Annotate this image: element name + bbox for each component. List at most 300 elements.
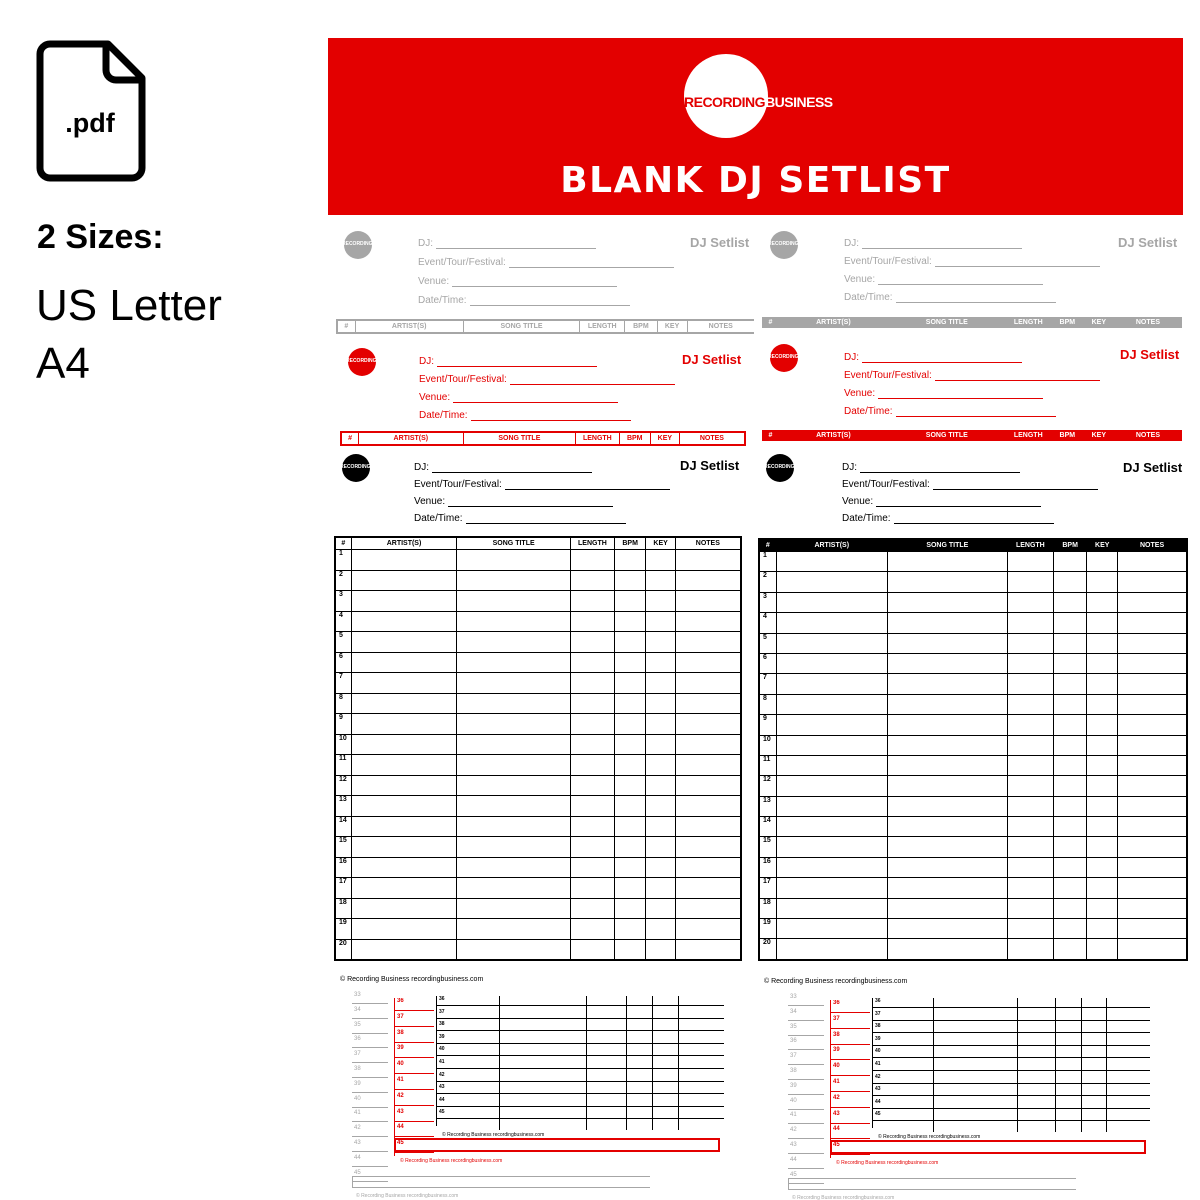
table-cell[interactable] bbox=[614, 837, 646, 858]
table-cell[interactable] bbox=[1118, 919, 1187, 939]
table-cell[interactable] bbox=[1053, 939, 1086, 960]
table-cell[interactable] bbox=[776, 552, 887, 572]
table-cell[interactable] bbox=[1007, 755, 1053, 775]
table-cell[interactable] bbox=[776, 796, 887, 816]
table-cell[interactable] bbox=[351, 632, 457, 653]
table-cell[interactable] bbox=[776, 735, 887, 755]
table-cell[interactable] bbox=[457, 734, 571, 755]
table-cell[interactable] bbox=[675, 898, 741, 919]
table-cell[interactable] bbox=[1087, 613, 1118, 633]
table-cell[interactable] bbox=[776, 572, 887, 592]
form-field-line[interactable] bbox=[935, 371, 1100, 381]
table-cell[interactable] bbox=[646, 857, 675, 878]
table-cell[interactable] bbox=[614, 734, 646, 755]
table-cell[interactable] bbox=[1053, 653, 1086, 673]
table-cell[interactable] bbox=[1007, 735, 1053, 755]
table-cell[interactable] bbox=[887, 796, 1007, 816]
form-field-line[interactable] bbox=[448, 497, 613, 507]
table-cell[interactable] bbox=[646, 898, 675, 919]
table-cell[interactable] bbox=[887, 653, 1007, 673]
table-cell[interactable] bbox=[570, 816, 614, 837]
table-row bbox=[335, 611, 741, 632]
table-cell[interactable] bbox=[1118, 572, 1187, 592]
table-cell[interactable] bbox=[887, 755, 1007, 775]
table-cell[interactable] bbox=[457, 632, 571, 653]
table-cell[interactable] bbox=[614, 775, 646, 796]
table-cell[interactable] bbox=[1087, 633, 1118, 653]
table-cell[interactable] bbox=[1118, 613, 1187, 633]
table-cell[interactable] bbox=[351, 878, 457, 899]
table-cell[interactable] bbox=[776, 674, 887, 694]
form-field-line[interactable] bbox=[453, 393, 618, 403]
table-cell[interactable] bbox=[646, 652, 675, 673]
form-field-line[interactable] bbox=[860, 463, 1020, 473]
table-cell[interactable] bbox=[351, 550, 457, 571]
table-cell[interactable] bbox=[614, 898, 646, 919]
form-field-2[interactable] bbox=[418, 276, 617, 287]
form-field-line[interactable] bbox=[894, 514, 1054, 524]
table-cell[interactable] bbox=[1053, 776, 1086, 796]
form-field-line[interactable] bbox=[878, 389, 1043, 399]
table-cell[interactable] bbox=[570, 878, 614, 899]
table-cell[interactable] bbox=[1007, 715, 1053, 735]
table-cell[interactable] bbox=[570, 652, 614, 673]
table-cell[interactable] bbox=[887, 776, 1007, 796]
table-cell[interactable] bbox=[675, 796, 741, 817]
table-cell[interactable] bbox=[1118, 796, 1187, 816]
table-cell[interactable] bbox=[1087, 817, 1118, 837]
form-field-line[interactable] bbox=[896, 293, 1056, 303]
table-cell[interactable] bbox=[1118, 694, 1187, 714]
table-cell[interactable] bbox=[887, 552, 1007, 572]
table-cell[interactable] bbox=[1053, 694, 1086, 714]
table-cell[interactable] bbox=[646, 837, 675, 858]
table-cell[interactable] bbox=[675, 550, 741, 571]
table-cell[interactable] bbox=[1118, 898, 1187, 918]
table-cell[interactable] bbox=[570, 570, 614, 591]
table-cell[interactable] bbox=[675, 939, 741, 960]
table-cell[interactable] bbox=[675, 673, 741, 694]
table-cell[interactable] bbox=[675, 857, 741, 878]
form-field-2[interactable] bbox=[842, 496, 1041, 507]
table-cell[interactable] bbox=[1087, 939, 1118, 960]
table-cell[interactable] bbox=[457, 714, 571, 735]
table-cell[interactable] bbox=[1118, 939, 1187, 960]
form-field-label: DJ: bbox=[844, 352, 859, 363]
table-cell[interactable] bbox=[675, 591, 741, 612]
table-cell[interactable] bbox=[570, 714, 614, 735]
table-cell[interactable] bbox=[646, 591, 675, 612]
table-cell[interactable] bbox=[457, 939, 571, 960]
table-cell[interactable] bbox=[887, 857, 1007, 877]
table-cell[interactable] bbox=[570, 673, 614, 694]
table-cell[interactable] bbox=[1087, 796, 1118, 816]
table-row bbox=[759, 613, 1187, 633]
table-cell[interactable] bbox=[1118, 857, 1187, 877]
table-cell[interactable] bbox=[457, 796, 571, 817]
table-cell[interactable] bbox=[614, 919, 646, 940]
table-cell[interactable] bbox=[351, 898, 457, 919]
table-cell[interactable] bbox=[457, 673, 571, 694]
table-cell[interactable] bbox=[1053, 898, 1086, 918]
column-header-0: # bbox=[759, 539, 776, 552]
table-cell[interactable] bbox=[887, 572, 1007, 592]
table-cell[interactable] bbox=[1053, 837, 1086, 857]
table-cell[interactable] bbox=[351, 693, 457, 714]
form-field-0[interactable] bbox=[844, 352, 1022, 363]
table-cell[interactable] bbox=[646, 755, 675, 776]
form-field-0[interactable] bbox=[419, 356, 597, 367]
form-field-line[interactable] bbox=[466, 514, 626, 524]
table-cell[interactable] bbox=[776, 613, 887, 633]
row-number: 41 bbox=[790, 1112, 797, 1119]
table-cell[interactable] bbox=[351, 570, 457, 591]
table-cell[interactable] bbox=[570, 837, 614, 858]
table-cell[interactable] bbox=[675, 632, 741, 653]
table-cell[interactable] bbox=[457, 816, 571, 837]
table-cell[interactable] bbox=[1053, 796, 1086, 816]
form-field-line[interactable] bbox=[509, 258, 674, 268]
table-cell[interactable] bbox=[1007, 776, 1053, 796]
table-cell[interactable] bbox=[1007, 674, 1053, 694]
table-cell[interactable] bbox=[675, 775, 741, 796]
table-cell[interactable] bbox=[351, 714, 457, 735]
table-cell[interactable] bbox=[646, 878, 675, 899]
table-cell[interactable] bbox=[1053, 674, 1086, 694]
table-cell[interactable] bbox=[614, 714, 646, 735]
table-cell[interactable] bbox=[1007, 613, 1053, 633]
table-cell[interactable] bbox=[1007, 837, 1053, 857]
table-cell[interactable] bbox=[1053, 755, 1086, 775]
table-cell[interactable] bbox=[1118, 592, 1187, 612]
form-field-3[interactable] bbox=[844, 292, 1056, 303]
table-cell[interactable] bbox=[675, 570, 741, 591]
table-cell[interactable] bbox=[351, 796, 457, 817]
table-cell[interactable] bbox=[457, 755, 571, 776]
table-cell[interactable] bbox=[457, 878, 571, 899]
table-cell[interactable] bbox=[776, 939, 887, 960]
table-cell[interactable] bbox=[351, 939, 457, 960]
table-cell[interactable] bbox=[675, 714, 741, 735]
table-cell[interactable] bbox=[646, 611, 675, 632]
table-cell[interactable] bbox=[1087, 837, 1118, 857]
table-cell[interactable] bbox=[1007, 633, 1053, 653]
table-cell[interactable] bbox=[776, 837, 887, 857]
table-cell[interactable] bbox=[1007, 694, 1053, 714]
table-cell[interactable] bbox=[614, 939, 646, 960]
form-field-1[interactable] bbox=[419, 374, 675, 385]
form-field-line[interactable] bbox=[470, 296, 630, 306]
table-cell[interactable] bbox=[887, 735, 1007, 755]
form-field-1[interactable] bbox=[844, 370, 1100, 381]
form-field-2[interactable] bbox=[844, 388, 1043, 399]
column-divider bbox=[586, 996, 587, 1130]
form-field-line[interactable] bbox=[510, 375, 675, 385]
form-field-line[interactable] bbox=[862, 239, 1022, 249]
table-cell[interactable] bbox=[614, 632, 646, 653]
table-cell[interactable] bbox=[887, 939, 1007, 960]
table-cell[interactable] bbox=[776, 633, 887, 653]
table-cell[interactable] bbox=[1118, 674, 1187, 694]
table-cell[interactable] bbox=[570, 775, 614, 796]
table-cell[interactable] bbox=[570, 857, 614, 878]
table-cell[interactable] bbox=[1087, 674, 1118, 694]
form-field-label: Venue: bbox=[844, 388, 876, 399]
table-cell[interactable] bbox=[887, 694, 1007, 714]
table-cell[interactable] bbox=[675, 734, 741, 755]
table-cell[interactable] bbox=[614, 673, 646, 694]
form-field-2[interactable] bbox=[414, 496, 613, 507]
table-cell[interactable] bbox=[1053, 633, 1086, 653]
table-cell[interactable] bbox=[887, 715, 1007, 735]
table-cell[interactable] bbox=[1118, 776, 1187, 796]
table-cell[interactable] bbox=[351, 775, 457, 796]
table-cell[interactable] bbox=[1007, 857, 1053, 877]
table-cell[interactable] bbox=[646, 796, 675, 817]
table-cell[interactable] bbox=[457, 570, 571, 591]
table-cell[interactable] bbox=[1053, 715, 1086, 735]
table-cell[interactable] bbox=[614, 816, 646, 837]
form-field-1[interactable] bbox=[414, 479, 670, 490]
table-cell[interactable] bbox=[776, 653, 887, 673]
table-cell[interactable] bbox=[1118, 755, 1187, 775]
table-cell[interactable] bbox=[776, 817, 887, 837]
form-field-0[interactable] bbox=[844, 238, 1022, 249]
table-cell[interactable] bbox=[887, 919, 1007, 939]
form-field-1[interactable] bbox=[418, 257, 674, 268]
table-cell[interactable] bbox=[1053, 919, 1086, 939]
table-cell[interactable] bbox=[614, 755, 646, 776]
form-field-3[interactable] bbox=[842, 513, 1054, 524]
table-cell[interactable] bbox=[887, 674, 1007, 694]
table-cell[interactable] bbox=[1007, 817, 1053, 837]
table-cell[interactable] bbox=[1087, 653, 1118, 673]
form-field-line[interactable] bbox=[878, 275, 1043, 285]
table-cell[interactable] bbox=[351, 591, 457, 612]
table-cell[interactable] bbox=[887, 613, 1007, 633]
table-cell[interactable] bbox=[646, 919, 675, 940]
table-cell[interactable] bbox=[457, 898, 571, 919]
table-cell[interactable] bbox=[1118, 552, 1187, 572]
table-cell[interactable] bbox=[675, 878, 741, 899]
table-cell[interactable] bbox=[776, 776, 887, 796]
table-cell[interactable] bbox=[1087, 755, 1118, 775]
table-cell[interactable] bbox=[1118, 735, 1187, 755]
table-cell[interactable] bbox=[1118, 817, 1187, 837]
form-field-1[interactable] bbox=[842, 479, 1098, 490]
table-cell[interactable] bbox=[570, 796, 614, 817]
table-cell[interactable] bbox=[351, 652, 457, 673]
table-cell[interactable] bbox=[1053, 572, 1086, 592]
table-cell[interactable] bbox=[675, 755, 741, 776]
table-cell[interactable] bbox=[570, 611, 614, 632]
table-cell[interactable] bbox=[646, 775, 675, 796]
form-field-0[interactable] bbox=[418, 238, 596, 249]
table-cell[interactable] bbox=[1087, 552, 1118, 572]
table-cell[interactable] bbox=[776, 857, 887, 877]
table-cell[interactable] bbox=[1007, 919, 1053, 939]
table-cell[interactable] bbox=[570, 898, 614, 919]
table-cell[interactable] bbox=[351, 673, 457, 694]
banner bbox=[328, 38, 1183, 215]
table-cell[interactable] bbox=[614, 878, 646, 899]
table-cell[interactable] bbox=[675, 693, 741, 714]
table-cell[interactable] bbox=[457, 775, 571, 796]
table-cell[interactable] bbox=[1007, 939, 1053, 960]
table-cell[interactable] bbox=[1087, 735, 1118, 755]
table-cell[interactable] bbox=[1087, 919, 1118, 939]
table-cell[interactable] bbox=[351, 755, 457, 776]
table-cell[interactable] bbox=[1007, 592, 1053, 612]
table-cell[interactable] bbox=[646, 550, 675, 571]
row-line bbox=[830, 1123, 870, 1124]
form-field-line[interactable] bbox=[436, 239, 596, 249]
table-cell[interactable] bbox=[614, 570, 646, 591]
table-cell[interactable] bbox=[457, 919, 571, 940]
table-cell[interactable] bbox=[646, 734, 675, 755]
table-cell[interactable] bbox=[1053, 817, 1086, 837]
table-cell[interactable] bbox=[675, 652, 741, 673]
table-cell[interactable] bbox=[1087, 878, 1118, 898]
form-field-line[interactable] bbox=[471, 411, 631, 421]
column-divider bbox=[499, 996, 500, 1130]
table-cell[interactable] bbox=[675, 816, 741, 837]
table-cell[interactable] bbox=[776, 755, 887, 775]
table-cell[interactable] bbox=[1087, 857, 1118, 877]
form-field-line[interactable] bbox=[862, 353, 1022, 363]
form-field-line[interactable] bbox=[452, 277, 617, 287]
table-cell[interactable] bbox=[1118, 837, 1187, 857]
table-cell[interactable] bbox=[570, 939, 614, 960]
table-cell[interactable] bbox=[1007, 572, 1053, 592]
table-cell[interactable] bbox=[887, 817, 1007, 837]
table-cell[interactable] bbox=[675, 919, 741, 940]
table-cell[interactable] bbox=[614, 550, 646, 571]
table-cell[interactable] bbox=[457, 550, 571, 571]
table-cell[interactable] bbox=[646, 570, 675, 591]
table-cell[interactable] bbox=[614, 693, 646, 714]
form-field-0[interactable] bbox=[842, 462, 1020, 473]
table-cell[interactable] bbox=[457, 837, 571, 858]
form-field-line[interactable] bbox=[896, 407, 1056, 417]
table-cell[interactable] bbox=[1118, 653, 1187, 673]
table-cell[interactable] bbox=[776, 592, 887, 612]
form-field-3[interactable] bbox=[419, 410, 631, 421]
form-field-2[interactable] bbox=[844, 274, 1043, 285]
form-field-2[interactable] bbox=[419, 392, 618, 403]
table-cell[interactable] bbox=[1118, 633, 1187, 653]
table-cell[interactable] bbox=[1053, 735, 1086, 755]
table-cell[interactable] bbox=[887, 592, 1007, 612]
table-cell[interactable] bbox=[887, 633, 1007, 653]
table-cell[interactable] bbox=[351, 857, 457, 878]
form-field-3[interactable] bbox=[418, 295, 630, 306]
form-field-1[interactable] bbox=[844, 256, 1100, 267]
table-cell[interactable] bbox=[646, 714, 675, 735]
table-cell[interactable] bbox=[570, 755, 614, 776]
table-cell[interactable] bbox=[776, 715, 887, 735]
table-cell[interactable] bbox=[457, 611, 571, 632]
table-cell[interactable] bbox=[1087, 898, 1118, 918]
table-cell[interactable] bbox=[1087, 592, 1118, 612]
table-cell[interactable] bbox=[1053, 552, 1086, 572]
form-field-line[interactable] bbox=[933, 480, 1098, 490]
table-cell[interactable] bbox=[570, 734, 614, 755]
table-cell[interactable] bbox=[776, 878, 887, 898]
table-cell[interactable] bbox=[457, 693, 571, 714]
table-cell[interactable] bbox=[570, 919, 614, 940]
table-cell[interactable] bbox=[570, 632, 614, 653]
table-cell[interactable] bbox=[1007, 552, 1053, 572]
table-cell[interactable] bbox=[776, 919, 887, 939]
table-cell[interactable] bbox=[1053, 592, 1086, 612]
table-cell[interactable] bbox=[570, 693, 614, 714]
table-cell[interactable] bbox=[614, 591, 646, 612]
table-cell[interactable] bbox=[570, 550, 614, 571]
table-cell[interactable] bbox=[457, 857, 571, 878]
form-field-line[interactable] bbox=[935, 257, 1100, 267]
table-cell[interactable] bbox=[351, 816, 457, 837]
table-cell[interactable] bbox=[351, 611, 457, 632]
table-cell[interactable] bbox=[1053, 857, 1086, 877]
table-cell[interactable] bbox=[1007, 898, 1053, 918]
table-cell[interactable] bbox=[1087, 572, 1118, 592]
table-cell[interactable] bbox=[887, 878, 1007, 898]
table-cell[interactable] bbox=[646, 632, 675, 653]
table-cell[interactable] bbox=[1007, 796, 1053, 816]
table-cell[interactable] bbox=[675, 837, 741, 858]
table-cell[interactable] bbox=[1118, 878, 1187, 898]
column-header-5: KEY bbox=[1087, 539, 1118, 552]
table-cell[interactable] bbox=[457, 652, 571, 673]
table-cell[interactable] bbox=[776, 898, 887, 918]
table-cell[interactable] bbox=[1007, 878, 1053, 898]
table-cell[interactable] bbox=[1087, 776, 1118, 796]
table-cell[interactable] bbox=[614, 611, 646, 632]
form-field-line[interactable] bbox=[437, 357, 597, 367]
table-cell[interactable] bbox=[1053, 613, 1086, 633]
table-cell[interactable] bbox=[646, 673, 675, 694]
table-cell[interactable] bbox=[646, 939, 675, 960]
table-cell[interactable] bbox=[1118, 715, 1187, 735]
table-cell[interactable] bbox=[1007, 653, 1053, 673]
form-field-line[interactable] bbox=[432, 463, 592, 473]
table-cell[interactable] bbox=[887, 837, 1007, 857]
form-field-0[interactable] bbox=[414, 462, 592, 473]
form-field-3[interactable] bbox=[414, 513, 626, 524]
table-cell[interactable] bbox=[646, 816, 675, 837]
table-cell[interactable] bbox=[1087, 694, 1118, 714]
form-field-3[interactable] bbox=[844, 406, 1056, 417]
table-cell[interactable] bbox=[1053, 878, 1086, 898]
table-cell[interactable] bbox=[646, 693, 675, 714]
table-cell[interactable] bbox=[351, 837, 457, 858]
form-field-line[interactable] bbox=[505, 480, 670, 490]
table-cell[interactable] bbox=[614, 652, 646, 673]
table-cell[interactable] bbox=[614, 857, 646, 878]
table-cell[interactable] bbox=[887, 898, 1007, 918]
table-cell[interactable] bbox=[457, 591, 571, 612]
table-cell[interactable] bbox=[776, 694, 887, 714]
form-field-line[interactable] bbox=[876, 497, 1041, 507]
table-cell[interactable] bbox=[570, 591, 614, 612]
row-number: 37 bbox=[790, 1053, 797, 1060]
table-cell[interactable] bbox=[351, 919, 457, 940]
table-cell[interactable] bbox=[675, 611, 741, 632]
table-cell[interactable] bbox=[351, 734, 457, 755]
table-cell[interactable] bbox=[1087, 715, 1118, 735]
table-cell[interactable] bbox=[614, 796, 646, 817]
